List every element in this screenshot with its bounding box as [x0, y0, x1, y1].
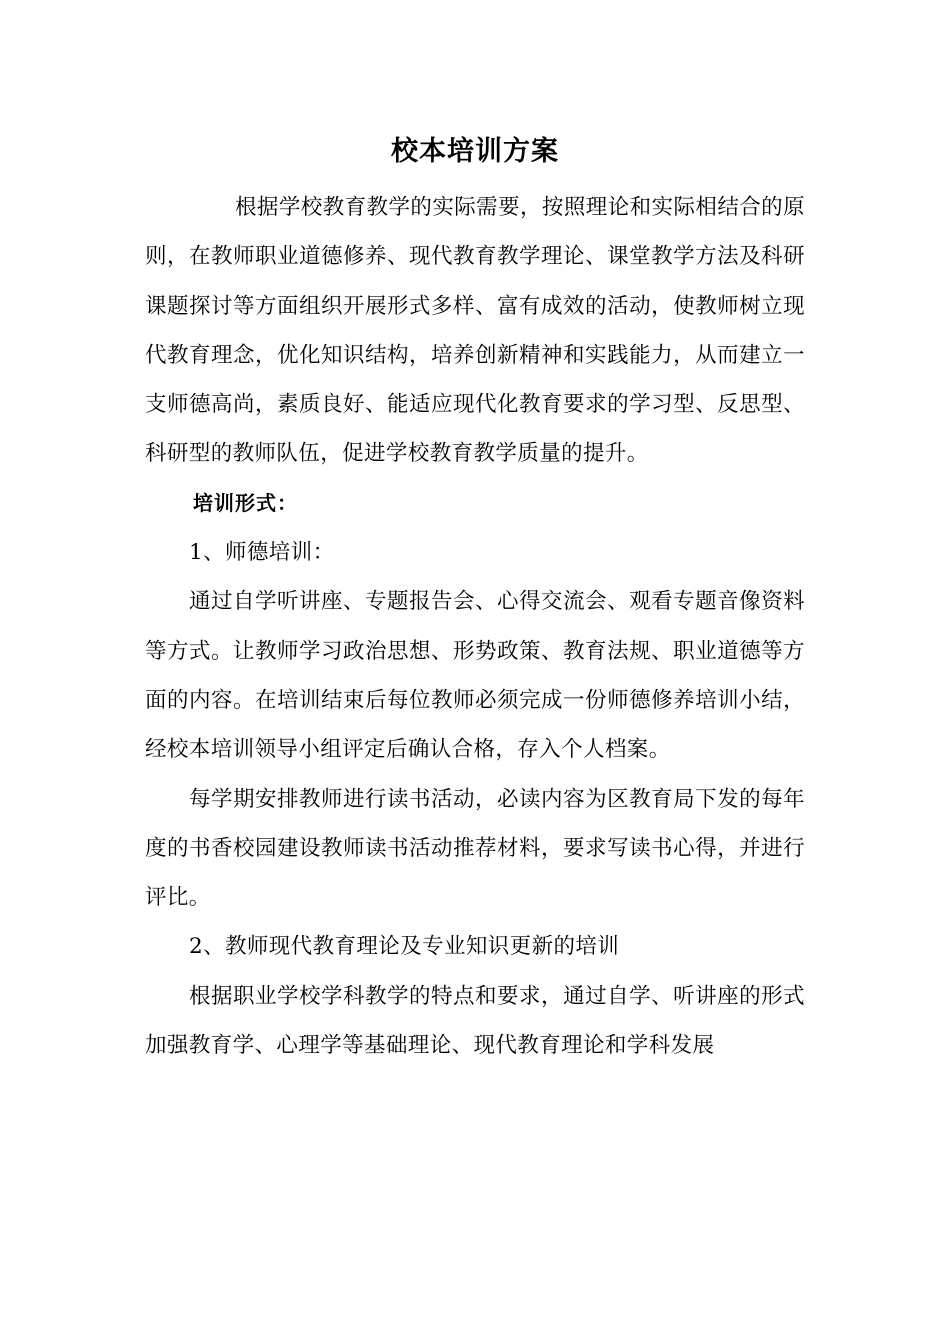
section-heading-training-forms: 培训形式： [193, 490, 298, 515]
document-body [145, 183, 805, 1070]
document-title: 校本培训方案 [391, 136, 559, 167]
item1-title: 1、师德培训： [189, 540, 335, 566]
item2-title: 2、教师现代教育理论及专业知识更新的培训 [189, 934, 620, 960]
intro-paragraph: 根据学校教育教学的实际需要，按照理论和实际相结合的原则，在教师职业道德修养、现代教育教学理论、课堂教学方法及科研课题探讨等方面组织开展形式多样、富有成效的活动，使教师树立现代教育理念，优化知识结构，培养创新精神和实践能力，从而建立一支师德高尚，素质良好、能适应现代化教育要求的学习型、反思型、科研型的教师队伍，促进学校教育教学质量的提升。 [145, 195, 805, 467]
item1-paragraph-1: 通过自学听讲座、专题报告会、心得交流会、观看专题音像资料等方式。让教师学习政治思想、形势政策、教育法规、职业道德等方面的内容。在培训结束后每位教师必须完成一份师德修养培训小结，经校本培训领导小组评定后确认合格，存入个人档案。 [145, 589, 805, 763]
item2-paragraph-1: 根据职业学校学科教学的特点和要求，通过自学、听讲座的形式加强教育学、心理学等基础理论、现代教育理论和学科发展 [145, 983, 805, 1059]
item1-paragraph-2: 每学期安排教师进行读书活动，必读内容为区教育局下发的每年度的书香校园建设教师读书活动推荐材料，要求写读书心得，并进行评比。 [145, 786, 805, 911]
